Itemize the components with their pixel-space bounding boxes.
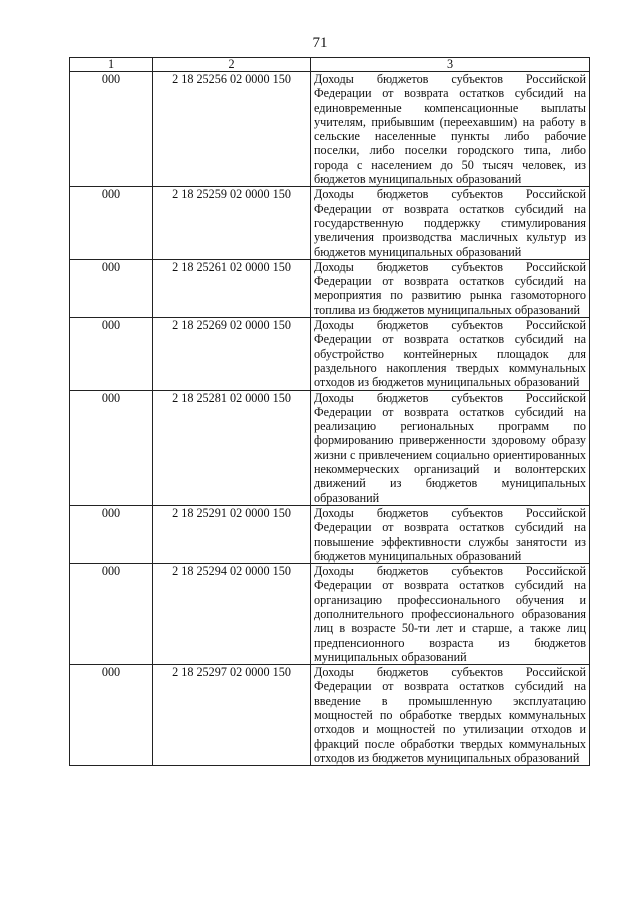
admin-code-cell: 000: [70, 505, 153, 563]
description-cell: Доходы бюджетов субъектов Российской Федерации от возврата остатков субсидий на организацию профессионального обучения и дополнительного профессионального образования лиц в возрасте 50-ти лет и старше, а также лиц предпенсионного возраста из бюджетов муниципальных образований: [311, 564, 590, 665]
admin-code-cell: 000: [70, 72, 153, 187]
column-header-2: 2: [153, 58, 311, 72]
description-cell: Доходы бюджетов субъектов Российской Федерации от возврата остатков субсидий на повышение эффективности службы занятости из бюджетов муниципальных образований: [311, 505, 590, 563]
header-row: [70, 58, 590, 72]
table-body: [70, 72, 590, 766]
table-row: [70, 564, 590, 665]
description-cell: Доходы бюджетов субъектов Российской Федерации от возврата остатков субсидий на обустройство контейнерных площадок для раздельного накопления твердых коммунальных отходов из бюджетов муниципальных образований: [311, 318, 590, 390]
table-row: [70, 390, 590, 505]
table-row: [70, 187, 590, 259]
table-row: [70, 505, 590, 563]
admin-code-cell: 000: [70, 259, 153, 317]
budget-code-cell: 2 18 25294 02 0000 150: [153, 564, 311, 665]
column-header-3: 3: [311, 58, 590, 72]
table-row: [70, 72, 590, 187]
table-row: [70, 318, 590, 390]
budget-revenue-table: [69, 57, 590, 766]
budget-code-cell: 2 18 25261 02 0000 150: [153, 259, 311, 317]
budget-code-cell: 2 18 25297 02 0000 150: [153, 665, 311, 766]
budget-code-cell: 2 18 25281 02 0000 150: [153, 390, 311, 505]
description-cell: Доходы бюджетов субъектов Российской Федерации от возврата остатков субсидий на государственную поддержку стимулирования увеличения производства масличных культур из бюджетов муниципальных образований: [311, 187, 590, 259]
description-cell: Доходы бюджетов субъектов Российской Федерации от возврата остатков субсидий на введение в промышленную эксплуатацию мощностей по обработке твердых коммунальных отходов и мощностей по утилизации отходов и фракций после обработки твердых коммунальных отходов из бюджетов муниципальных образований: [311, 665, 590, 766]
description-cell: Доходы бюджетов субъектов Российской Федерации от возврата остатков субсидий на мероприятия по развитию рынка газомоторного топлива из бюджетов муниципальных образований: [311, 259, 590, 317]
description-cell: Доходы бюджетов субъектов Российской Федерации от возврата остатков субсидий на единовременные компенсационные выплаты учителям, прибывшим (переехавшим) на работу в сельские населенные пункты либо рабочие поселки, либо поселки городского типа, либо города с населением до 50 тысяч человек, из бюджетов муниципальных образований: [311, 72, 590, 187]
admin-code-cell: 000: [70, 564, 153, 665]
admin-code-cell: 000: [70, 390, 153, 505]
column-header-1: 1: [70, 58, 153, 72]
budget-code-cell: 2 18 25259 02 0000 150: [153, 187, 311, 259]
budget-code-cell: 2 18 25269 02 0000 150: [153, 318, 311, 390]
budget-code-cell: 2 18 25291 02 0000 150: [153, 505, 311, 563]
admin-code-cell: 000: [70, 187, 153, 259]
admin-code-cell: 000: [70, 318, 153, 390]
table-header: [70, 58, 590, 72]
table-row: [70, 665, 590, 766]
description-cell: Доходы бюджетов субъектов Российской Федерации от возврата остатков субсидий на реализацию региональных программ по формированию приверженности здоровому образу жизни с привлечением социально ориентированных некоммерческих организаций и волонтерских движений из бюджетов муниципальных образований: [311, 390, 590, 505]
table-row: [70, 259, 590, 317]
admin-code-cell: 000: [70, 665, 153, 766]
budget-code-cell: 2 18 25256 02 0000 150: [153, 72, 311, 187]
page-number: 71: [312, 35, 328, 51]
